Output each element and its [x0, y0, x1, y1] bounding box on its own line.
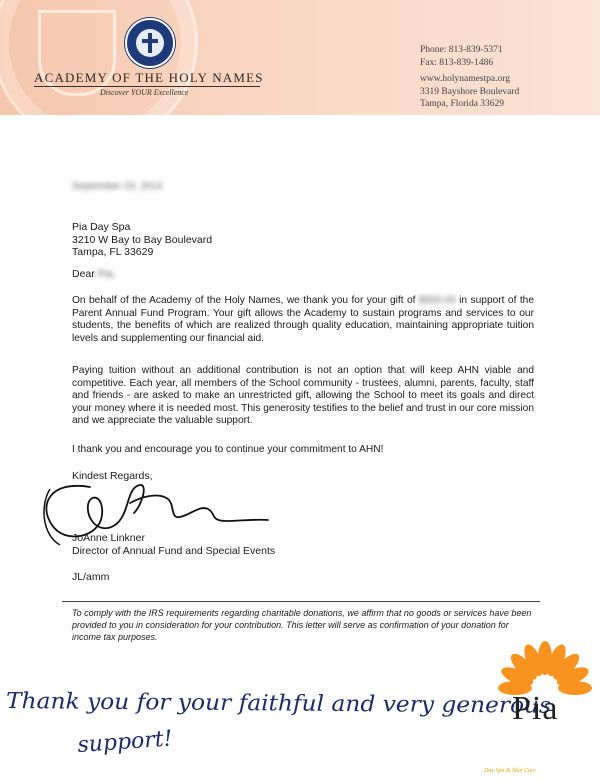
website: www.holynamestpa.org [420, 74, 510, 84]
salutation [72, 268, 116, 280]
closing: Kindest Regards, [72, 470, 153, 482]
school-emblem-icon [125, 18, 175, 68]
school-tagline: Discover YOUR Excellence [100, 88, 189, 97]
letterhead [0, 0, 600, 115]
recipient-city: Tampa, FL 33629 [72, 246, 154, 258]
handwritten-line-1: Thank you for your faithful and very generous [5, 689, 521, 719]
address-line-2: Tampa, Florida 33629 [420, 99, 505, 109]
salutation-name: Pia, [97, 268, 116, 280]
pia-brand-tagline: Day Spa & Skin Care [484, 768, 536, 774]
letterhead-rule [34, 86, 260, 87]
recipient-name: Pia Day Spa [72, 221, 131, 233]
recipient-street: 3210 W Bay to Bay Boulevard [72, 233, 213, 246]
phone: Phone: 813-839-5371 [420, 45, 503, 55]
contact-block [420, 44, 570, 111]
handwritten-line-2: support! [76, 726, 174, 758]
pia-brand-name: Pia [512, 690, 559, 727]
signer-name: JoAnne Linkner [72, 532, 145, 544]
gift-amount: $500.00 [418, 295, 456, 306]
school-name: ACADEMY OF THE HOLY NAMES [34, 70, 264, 85]
divider [62, 601, 540, 602]
paragraph-2: Paying tuition without an additional contribution is not an option that will keep AHN viable and competitive. Each year, all members of the School community - trustees, alumni, parents, faculty, staff and friends - are asked to make an unrestricted gift, allowing the School to meet its goals and direct your money where it is needed most. This generosity testifies to the belief and trust in our core mission and we appreciate the valuable support. [72, 365, 534, 426]
letter-date: September 23, 2014 [72, 181, 163, 192]
reference-initials: JL/amm [72, 571, 110, 583]
handwritten-note [0, 672, 560, 762]
recipient-address [72, 221, 212, 259]
fax: Fax: 813-839-1486 [420, 57, 494, 68]
signer-block [72, 532, 275, 557]
salutation-prefix: Dear [72, 268, 98, 280]
paragraph-1: On behalf of the Academy of the Holy Names, we thank you for your gift of $500.00 in support of the Parent Annual Fund Program. Your gift allows the Academy to sustain programs and services to our students, the benefits of which are realized through quality education, maintaining appropriate tuition levels and supplementing our financial aid. [72, 295, 534, 344]
signer-title: Director of Annual Fund and Special Events [72, 544, 276, 557]
paragraph-3: I thank you and encourage you to continue your commitment to AHN! [72, 444, 384, 455]
irs-notice: To comply with the IRS requirements regarding charitable donations, we affirm that no goods or services have been provided to you in consideration for your contribution. This letter will serve as confirmation of your donation for income tax purposes. [72, 608, 532, 642]
address-line-1: 3319 Bayshore Boulevard [420, 86, 520, 97]
pia-petal [558, 681, 592, 695]
